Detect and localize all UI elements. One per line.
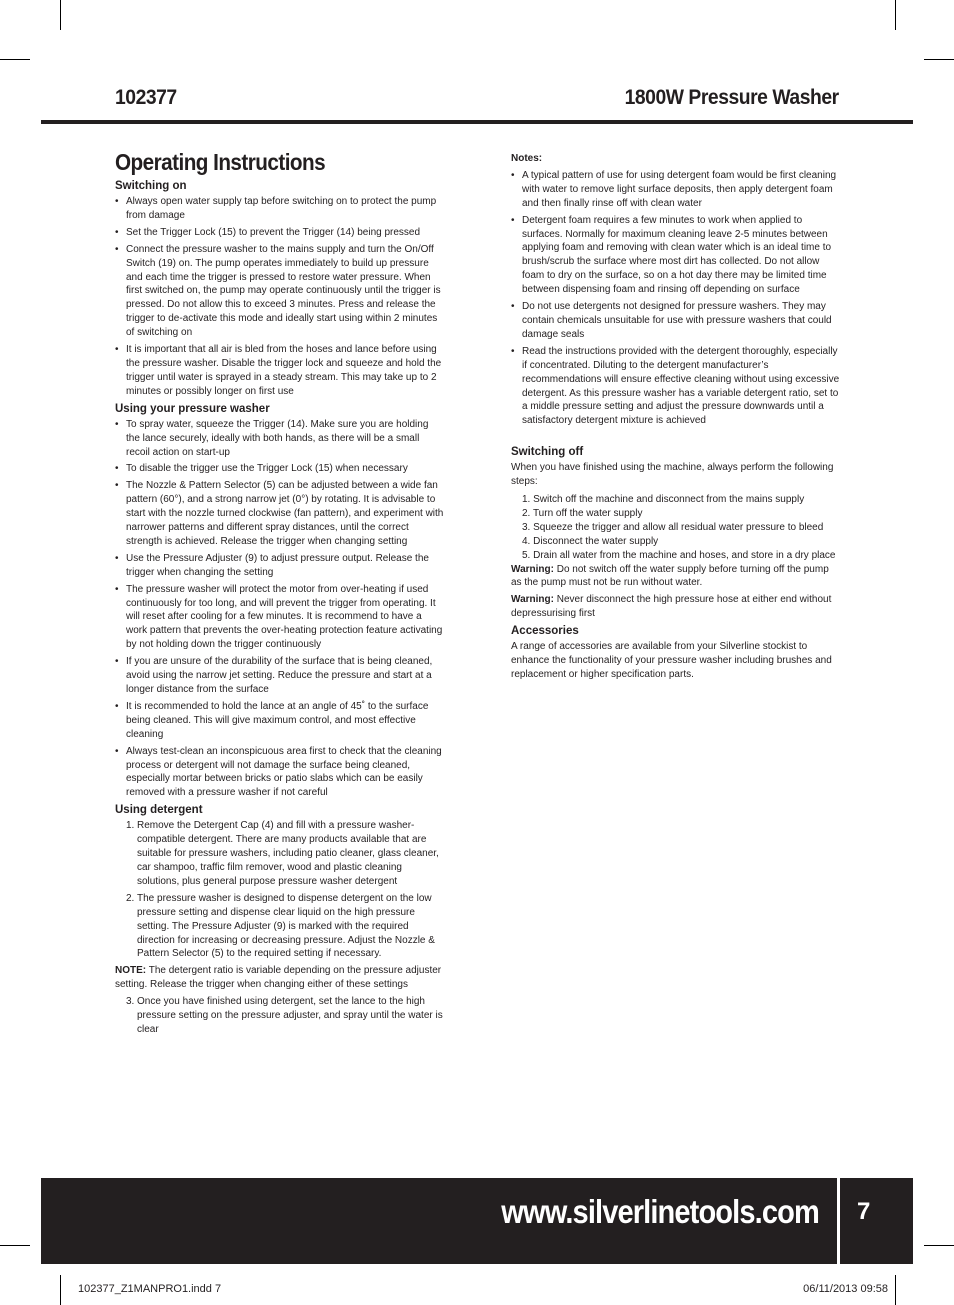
- warning-label: Warning:: [511, 594, 554, 606]
- warning: [511, 563, 841, 591]
- crop-mark: [924, 1245, 954, 1246]
- list-item: • Always test-clean an inconspicuous area first to check that the cleaning process or detergent will not damage the surface being cleaned, especially mortar between bricks or patio slabs which can be easily removed with a pressure washer if not careful: [115, 745, 445, 801]
- list-item: • To spray water, squeeze the Trigger (14). Make sure you are holding the lance securely, ideally with both hands, as there will be a small recoil action on start-up: [115, 418, 445, 460]
- step-text: The pressure washer is designed to dispense detergent on the low pressure setting and dispense clear liquid on the high pressure setting. The Pressure Adjuster (9) is marked with the required direction for increasing or decreasing pressure. Adjust the Nozzle & Pattern Selector (5) to the required setting if necessary.: [137, 892, 435, 960]
- step-text: Once you have finished using detergent, set the lance to the high pressure setting on the pressure adjuster, and spray until the water is clear: [137, 996, 443, 1035]
- right-column: [511, 152, 841, 682]
- list-item: • It is important that all air is bled from the hoses and lance before using the pressure washer. Disable the trigger lock and squeeze and hold the trigger until water is sprayed in a steady stream. This may take up to 2 minutes or possibly longer on first use: [115, 343, 445, 399]
- section-heading: Switching off: [511, 446, 584, 459]
- note-label: NOTE:: [115, 965, 147, 977]
- bullet-list: [115, 418, 445, 801]
- note-text: The detergent ratio is variable depending on the pressure adjuster setting. Release the trigger when changing either of these settings: [115, 965, 442, 991]
- crop-mark: [895, 0, 896, 30]
- bullet-list: [115, 195, 445, 399]
- crop-mark: [895, 1275, 896, 1305]
- paragraph: When you have finished using the machine, always perform the following steps:: [511, 462, 834, 488]
- list-item: 2. Turn off the water supply: [522, 507, 643, 519]
- footer-bar: [41, 1178, 913, 1264]
- page-title: Operating Instructions: [115, 149, 326, 175]
- bullet-list: [511, 169, 841, 428]
- crop-mark: [924, 59, 954, 60]
- list-item: • It is recommended to hold the lance at an angle of 45˚ to the surface being cleaned. This will give maximum control, and most effective cleaning: [115, 700, 445, 742]
- list-item: • The Nozzle & Pattern Selector (5) can be adjusted between a wide fan pattern (60°), and a strong narrow jet (0°) by rotating. It is advisable to start with the nozzle turned clockwise (fan pattern), and experiment with narrower patterns and different spray distances, until the correct strength is achieved. Release the trigger when changing setting: [115, 479, 445, 549]
- paragraph: A range of accessories are available from your Silverline stockist to enhance the functionality of your pressure washer including brushes and replacement or higher specification parts.: [511, 641, 832, 680]
- website-url: www.silverlinetools.com: [501, 1193, 819, 1230]
- warning-text: Never disconnect the high pressure hose at either end without depressurising first: [511, 594, 832, 620]
- step-number: 3.: [126, 996, 135, 1008]
- notes-heading: Notes:: [511, 153, 543, 164]
- page-number: 7: [857, 1198, 871, 1225]
- slug-filename: 102377_Z1MANPRO1.indd 7: [78, 1283, 222, 1295]
- section-heading: Using your pressure washer: [115, 402, 270, 415]
- warning: [511, 593, 841, 621]
- numbered-list: [115, 819, 445, 961]
- list-item: [126, 892, 445, 962]
- divider: [837, 1178, 840, 1264]
- list-item: • A typical pattern of use for using detergent foam would be first cleaning with water to remove light surface deposits, then apply detergent foam and then finally rinse off with clean water: [511, 169, 841, 211]
- list-item: • If you are unsure of the durability of the surface that is being cleaned, avoid using the narrow jet setting. Reduce the pressure and start at a longer distance from the surface: [115, 655, 445, 697]
- list-item: • Use the Pressure Adjuster (9) to adjust pressure output. Release the trigger when changing the setting: [115, 552, 445, 580]
- list-item: • Set the Trigger Lock (15) to prevent the Trigger (14) being pressed: [115, 226, 445, 240]
- warning-text: Do not switch off the water supply before turning off the pump as the pump must not be run without water.: [511, 563, 829, 589]
- numbered-list: [511, 493, 841, 563]
- list-item: • Do not use detergents not designed for pressure washers. They may contain chemicals unsuitable for use with pressure washers that could damage seals: [511, 300, 841, 342]
- list-item: [126, 819, 445, 889]
- list-item: • To disable the trigger use the Trigger Lock (15) when necessary: [115, 462, 445, 476]
- list-item: • Connect the pressure washer to the mains supply and turn the On/Off Switch (19) on. The pump operates immediately to build up pressure and each time the trigger is pressed to restore water pressure. When first switched on, the pump may operate continuously until the trigger is pressed. Do not allow this to exceed 3 minutes. Press and release the trigger to de-activate this mode and ideally start using within 2 minutes of switching on: [115, 243, 445, 340]
- left-column: [115, 148, 445, 1040]
- product-title: 1800W Pressure Washer: [624, 86, 839, 109]
- step-number: 2.: [126, 892, 135, 904]
- list-item: [126, 995, 445, 1037]
- list-item: • The pressure washer will protect the motor from over-heating if used continuously for too long, and will prevent the trigger from operating. It will reset after cooling for a few minutes. It is recommend to have a work pattern that prevents the over-heating protection feature activating by not holding down the trigger continuously: [115, 583, 445, 653]
- product-code: 102377: [115, 86, 177, 109]
- slug-date: 06/11/2013 09:58: [803, 1283, 888, 1295]
- step-text: Remove the Detergent Cap (4) and fill with a pressure washer-compatible detergent. There are many products available that are suitable for pressure washers, including patio cleaner, glass cleaner, car shampoo, traffic film remover, wood and plastic cleaning solutions, plus general purpose pressure washer detergent: [137, 820, 439, 887]
- list-item: 3. Squeeze the trigger and allow all residual water pressure to bleed: [522, 521, 824, 533]
- crop-mark: [60, 0, 61, 30]
- crop-mark: [0, 1245, 30, 1246]
- crop-mark: [0, 59, 30, 60]
- step-number: 1.: [126, 820, 135, 832]
- list-item: • Read the instructions provided with the detergent thoroughly, especially if concentrated. Diluting to the detergent manufacturer’s recommendations will ensure effective cleaning without using excessive detergent. As this pressure washer has a variable detergent ratio, set to a middle pressure setting and adjust the pressure downwards until a satisfactory detergent mixture is achieved: [511, 345, 841, 428]
- numbered-list: [115, 995, 445, 1037]
- list-item: • Always open water supply tap before switching on to protect the pump from damage: [115, 195, 445, 223]
- warning-label: Warning:: [511, 563, 554, 575]
- list-item: • Detergent foam requires a few minutes to work when applied to surfaces. Normally for maximum cleaning leave 2-5 minutes between applying foam and removing with clean water which is an ideal time to brush/scrub the surface where most dirt has collected. Do not allow foam to dry on the surface, so on a hot day there may be limited time between dispensing foam and rinsing off depending on surface: [511, 214, 841, 297]
- header-rule: [41, 120, 913, 124]
- section-heading: Switching on: [115, 180, 187, 192]
- list-item: 5. Drain all water from the machine and hoses, and store in a dry place: [522, 549, 836, 561]
- note: [115, 964, 445, 992]
- list-item: 4. Disconnect the water supply: [522, 535, 659, 547]
- section-heading: Accessories: [511, 625, 579, 638]
- section-heading: Using detergent: [115, 804, 203, 817]
- crop-mark: [60, 1275, 61, 1305]
- list-item: 1. Switch off the machine and disconnect from the mains supply: [522, 494, 805, 506]
